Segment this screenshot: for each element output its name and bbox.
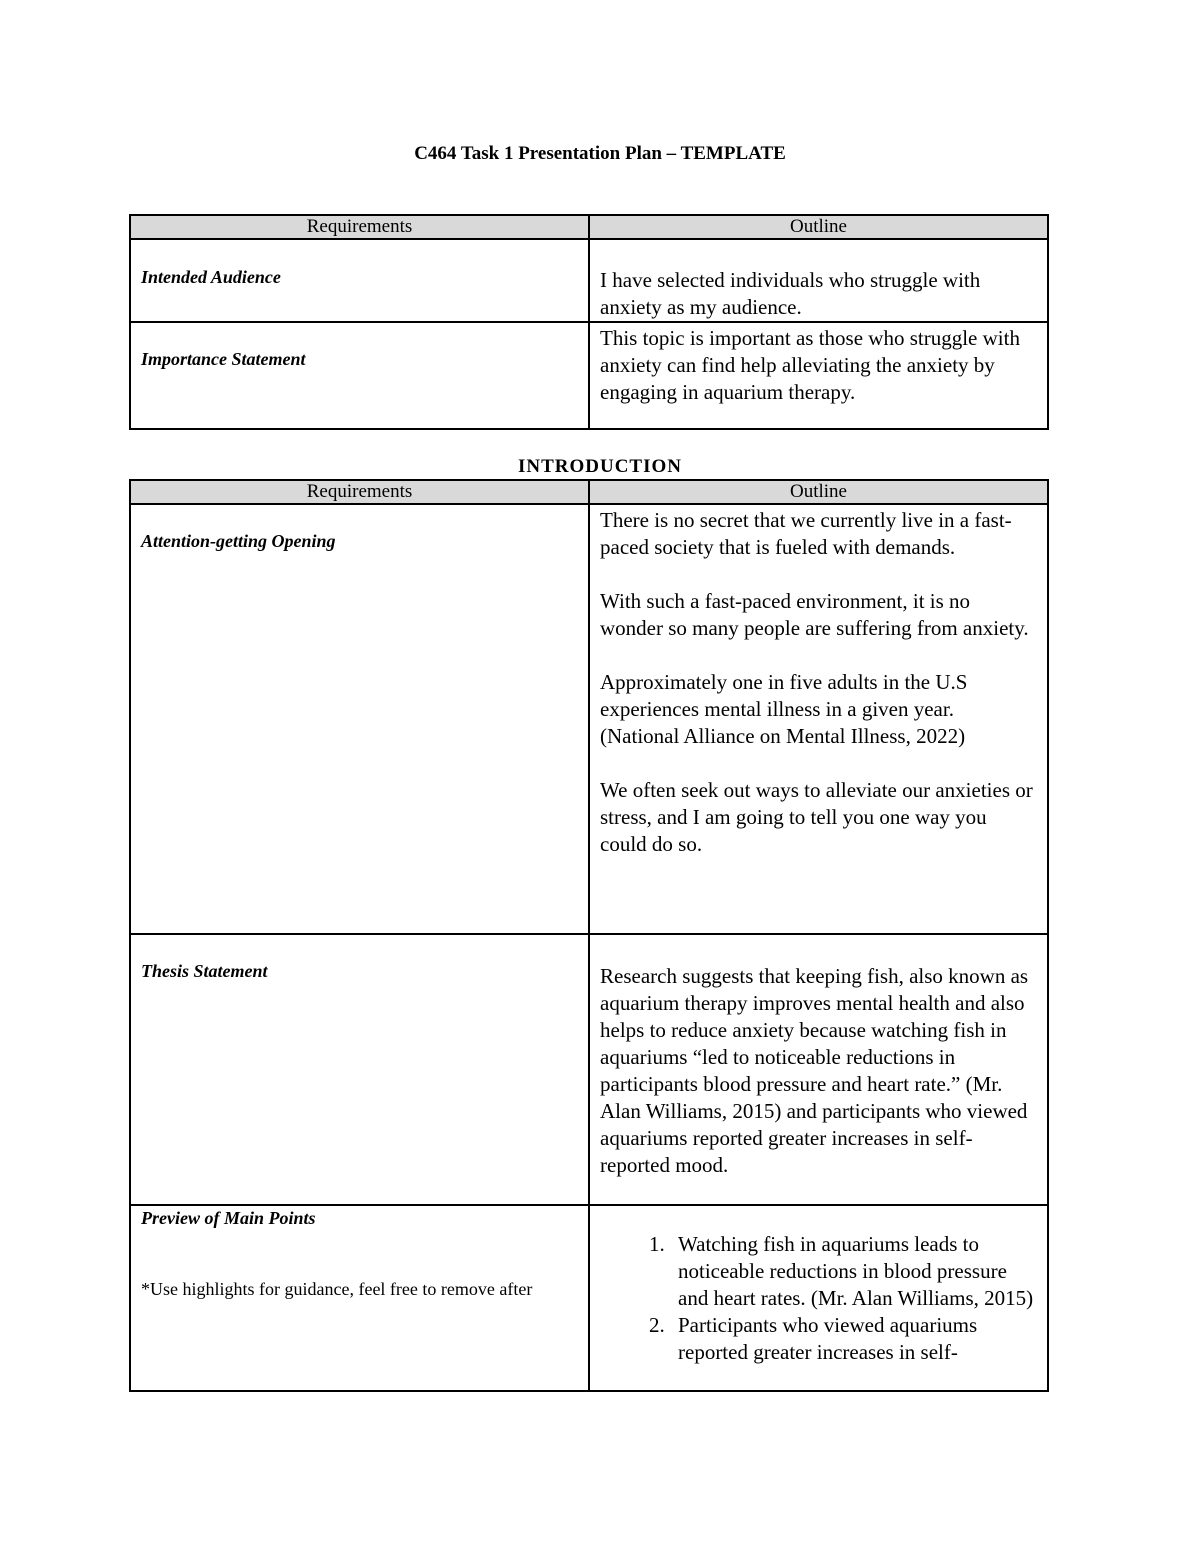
- main-points-list: [600, 1231, 1037, 1366]
- list-item: 1. Watching fish in aquariums leads to noticeable reductions in blood pressure and heart rates. (Mr. Alan Williams, 2015): [670, 1231, 1037, 1312]
- header-requirements: Requirements: [130, 480, 589, 504]
- table-row: [130, 934, 1048, 1205]
- outline-text: I have selected individuals who struggle with anxiety as my audience.: [600, 268, 981, 319]
- table-row: [130, 1205, 1048, 1391]
- outline-paragraph: Approximately one in five adults in the U.S experiences mental illness in a given year. (National Alliance on Mental Illness, 2022): [600, 670, 968, 748]
- outline-cell: [589, 322, 1048, 429]
- outline-cell: [589, 934, 1048, 1205]
- outline-paragraph: There is no secret that we currently live in a fast-paced society that is fueled with demands.: [600, 508, 1012, 559]
- requirement-label: Thesis Statement: [141, 961, 268, 981]
- table-row: [130, 504, 1048, 934]
- outline-cell: [589, 504, 1048, 934]
- requirement-cell: [130, 504, 589, 934]
- table-header-row: [130, 480, 1048, 504]
- requirement-cell: [130, 239, 589, 322]
- list-item: 2. Participants who viewed aquariums reported greater increases in self-: [670, 1312, 1037, 1366]
- requirement-label: Attention-getting Opening: [141, 531, 336, 551]
- introduction-table: [129, 479, 1049, 1392]
- outline-cell: [589, 239, 1048, 322]
- requirement-label: Intended Audience: [141, 267, 281, 287]
- outline-text: Research suggests that keeping fish, also known as aquarium therapy improves mental health and also helps to reduce anxiety because watching fish in aquariums “led to noticeable reductions in participants blood pressure and heart rate.” (Mr. Alan Williams, 2015) and participants who viewed aquariums reported greater increases in self-reported mood.: [600, 964, 1029, 1177]
- table-header-row: [130, 215, 1048, 239]
- outline-paragraph: With such a fast-paced environment, it is no wonder so many people are suffering from anxiety.: [600, 589, 1029, 640]
- guidance-note: *Use highlights for guidance, feel free to remove after: [141, 1279, 533, 1299]
- outline-text: This topic is important as those who struggle with anxiety can find help alleviating the anxiety by engaging in aquarium therapy.: [600, 326, 1020, 404]
- table-row: [130, 239, 1048, 322]
- outline-paragraph: We often seek out ways to alleviate our anxieties or stress, and I am going to tell you one way you could do so.: [600, 778, 1033, 856]
- requirement-label: Preview of Main Points: [141, 1208, 316, 1228]
- header-requirements: Requirements: [130, 215, 589, 239]
- plan-table: [129, 214, 1049, 430]
- requirement-cell: [130, 322, 589, 429]
- document-title: C464 Task 1 Presentation Plan – TEMPLATE: [414, 143, 786, 164]
- section-title: INTRODUCTION: [517, 456, 683, 477]
- requirement-cell: [130, 1205, 589, 1391]
- table-row: [130, 322, 1048, 429]
- requirement-label: Importance Statement: [141, 349, 306, 369]
- outline-cell: [589, 1205, 1048, 1391]
- header-outline: Outline: [589, 215, 1048, 239]
- requirement-cell: [130, 934, 589, 1205]
- header-outline: Outline: [589, 480, 1048, 504]
